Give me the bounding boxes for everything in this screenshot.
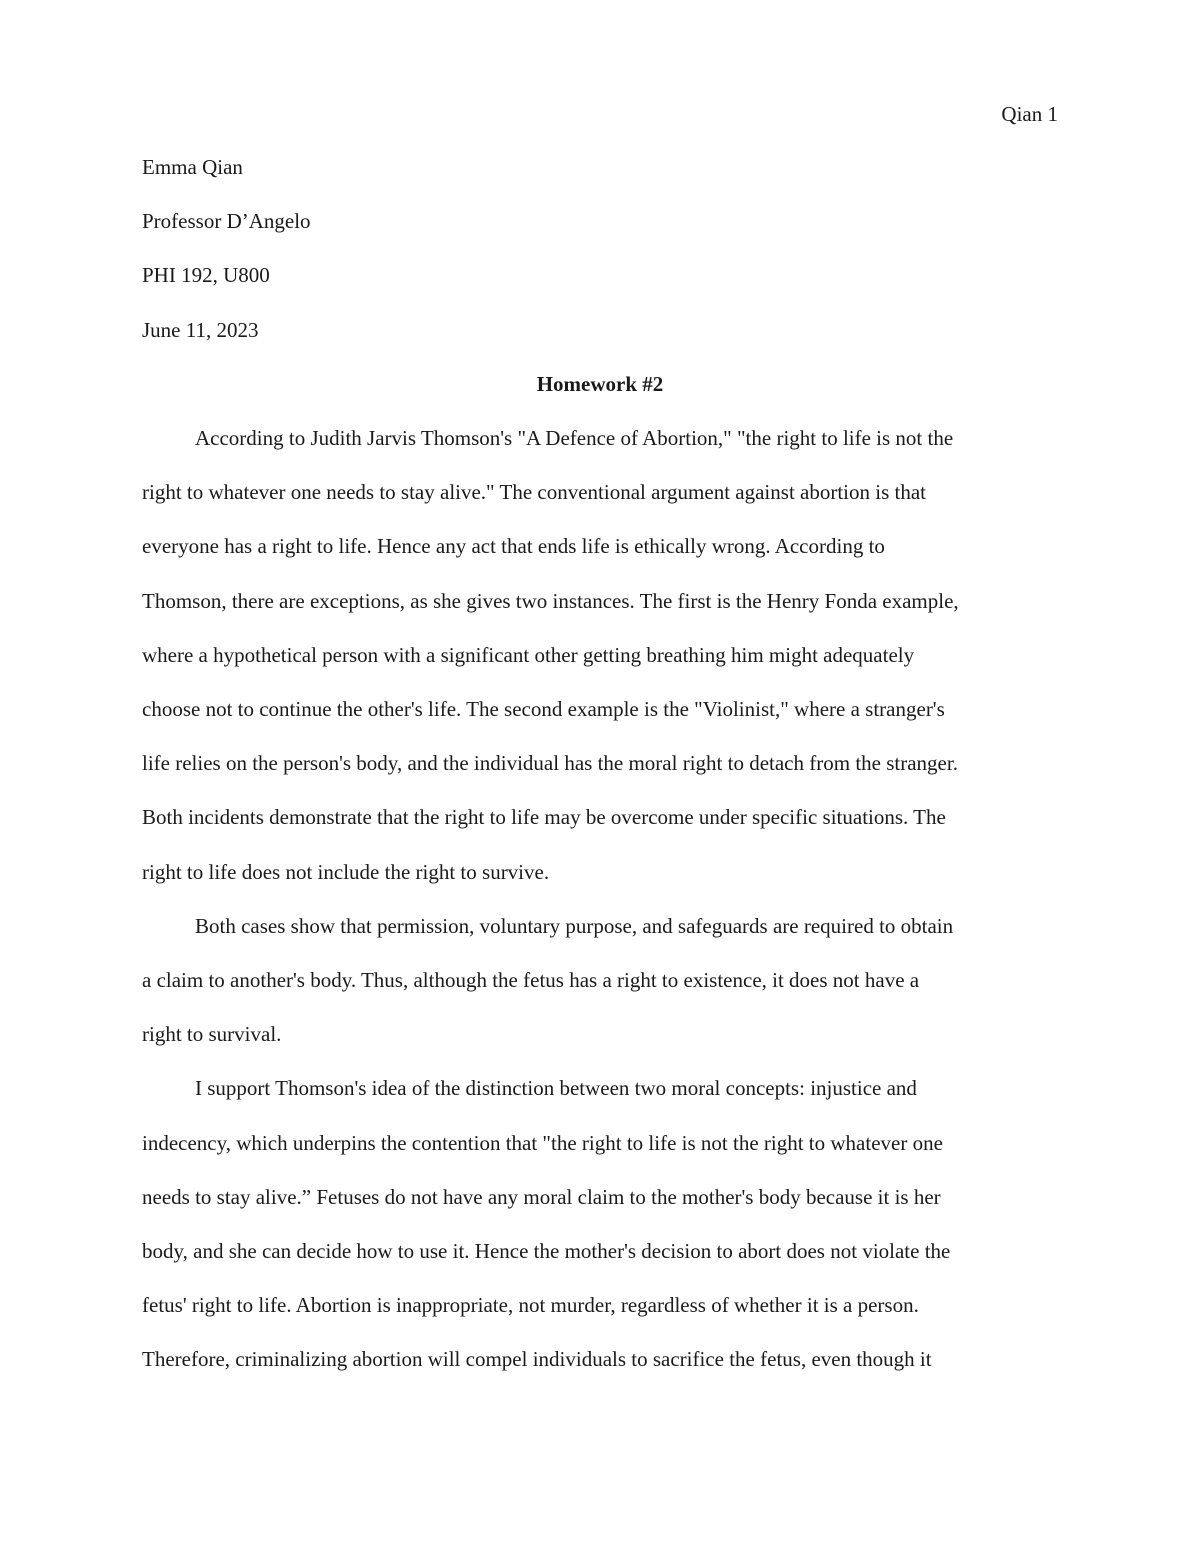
paragraph-1-line: life relies on the person's body, and the individual has the moral right to detach from the stranger. [142,751,958,776]
paragraph-1-line: According to Judith Jarvis Thomson's "A Defence of Abortion," "the right to life is not the [195,426,954,451]
paragraph-3-line: Therefore, criminalizing abortion will compel individuals to sacrifice the fetus, even though it [142,1347,932,1372]
paragraph-1-line: choose not to continue the other's life. The second example is the "Violinist," where a stranger's [142,697,945,722]
author-name: Emma Qian [142,155,243,179]
professor-name: Professor D’Angelo [142,209,311,234]
paragraph-1-line: Thomson, there are exceptions, as she gives two instances. The first is the Henry Fonda example, [142,588,959,613]
paragraph-2-line: Both cases show that permission, voluntary purpose, and safeguards are required to obtain [195,913,954,938]
paragraph-3-line: body, and she can decide how to use it. Hence the mother's decision to abort does not violate the [142,1239,951,1264]
paragraph-1-line: right to whatever one needs to stay alive." The conventional argument against abortion is that [142,480,927,505]
document-title: Homework #2 [536,371,664,396]
paragraph-1-line: everyone has a right to life. Hence any act that ends life is ethically wrong. According to [142,534,885,559]
paragraph-2-line: a claim to another's body. Thus, although the fetus has a right to existence, it does not have a [142,968,920,993]
paragraph-1-line: Both incidents demonstrate that the right to life may be overcome under specific situations. The [142,805,946,830]
paragraph-3-line: I support Thomson's idea of the distinction between two moral concepts: injustice and [195,1076,917,1101]
paragraph-3-line: fetus' right to life. Abortion is inappropriate, not murder, regardless of whether it is a person. [142,1293,919,1318]
paragraph-3-line: needs to stay alive.” Fetuses do not have any moral claim to the mother's body because it is her [142,1184,941,1209]
paragraph-1-line: right to life does not include the right to survive. [142,859,550,884]
paragraph-1-line: where a hypothetical person with a significant other getting breathing him might adequately [142,642,915,667]
page-header-number: Qian 1 [1001,102,1058,126]
paragraph-3-line: indecency, which underpins the contention that "the right to life is not the right to whatever one [142,1130,943,1155]
document-body [142,140,1058,1387]
paragraph-2-line: right to survival. [142,1022,282,1047]
submission-date: June 11, 2023 [142,317,259,342]
course-code: PHI 192, U800 [142,263,270,288]
